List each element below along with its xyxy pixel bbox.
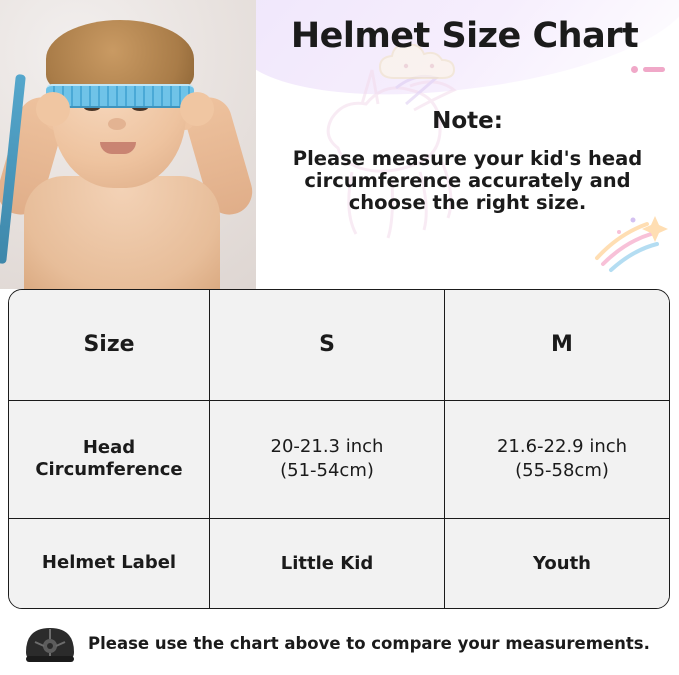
title-block	[256, 0, 679, 289]
cell-head-circumference-s	[210, 400, 445, 518]
hand-left	[36, 92, 70, 126]
note-label: Note:	[432, 108, 503, 134]
dot-icon	[631, 66, 638, 73]
header-section	[0, 0, 679, 289]
hand-right	[180, 92, 214, 126]
size-table-grid	[9, 290, 670, 608]
size-table	[8, 289, 670, 609]
row-label-helmet-label: Helmet Label	[9, 518, 210, 608]
cell-helmet-label-m: Youth	[445, 518, 671, 608]
decorative-dashes	[631, 66, 665, 73]
dash-icon	[643, 67, 665, 72]
table-row	[9, 518, 670, 608]
cell-line-1: 20-21.3 inch	[270, 435, 384, 457]
nose	[108, 118, 126, 130]
cell-line-2: (55-58cm)	[515, 460, 609, 481]
table-header-size: Size	[9, 290, 210, 400]
row-label-head-circumference: Head Circumference	[9, 400, 210, 518]
torso	[24, 176, 220, 289]
table-header-s: S	[210, 290, 445, 400]
shooting-star-icon	[589, 212, 673, 274]
footer	[0, 612, 679, 675]
helmet-icon	[22, 622, 78, 666]
cell-line-2: (51-54cm)	[280, 460, 374, 481]
table-header-row	[9, 290, 670, 400]
note-body: Please measure your kid's head circumference accurately and choose the right size.	[292, 147, 643, 214]
footer-text: Please use the chart above to compare your measurements.	[88, 634, 650, 653]
cell-head-circumference-m	[445, 400, 671, 518]
cell-line-1: 21.6-22.9 inch	[496, 435, 628, 457]
cell-helmet-label-s: Little Kid	[210, 518, 445, 608]
table-row	[9, 400, 670, 518]
page-title: Helmet Size Chart	[290, 16, 639, 56]
child-photo	[0, 0, 256, 289]
table-header-m: M	[445, 290, 671, 400]
